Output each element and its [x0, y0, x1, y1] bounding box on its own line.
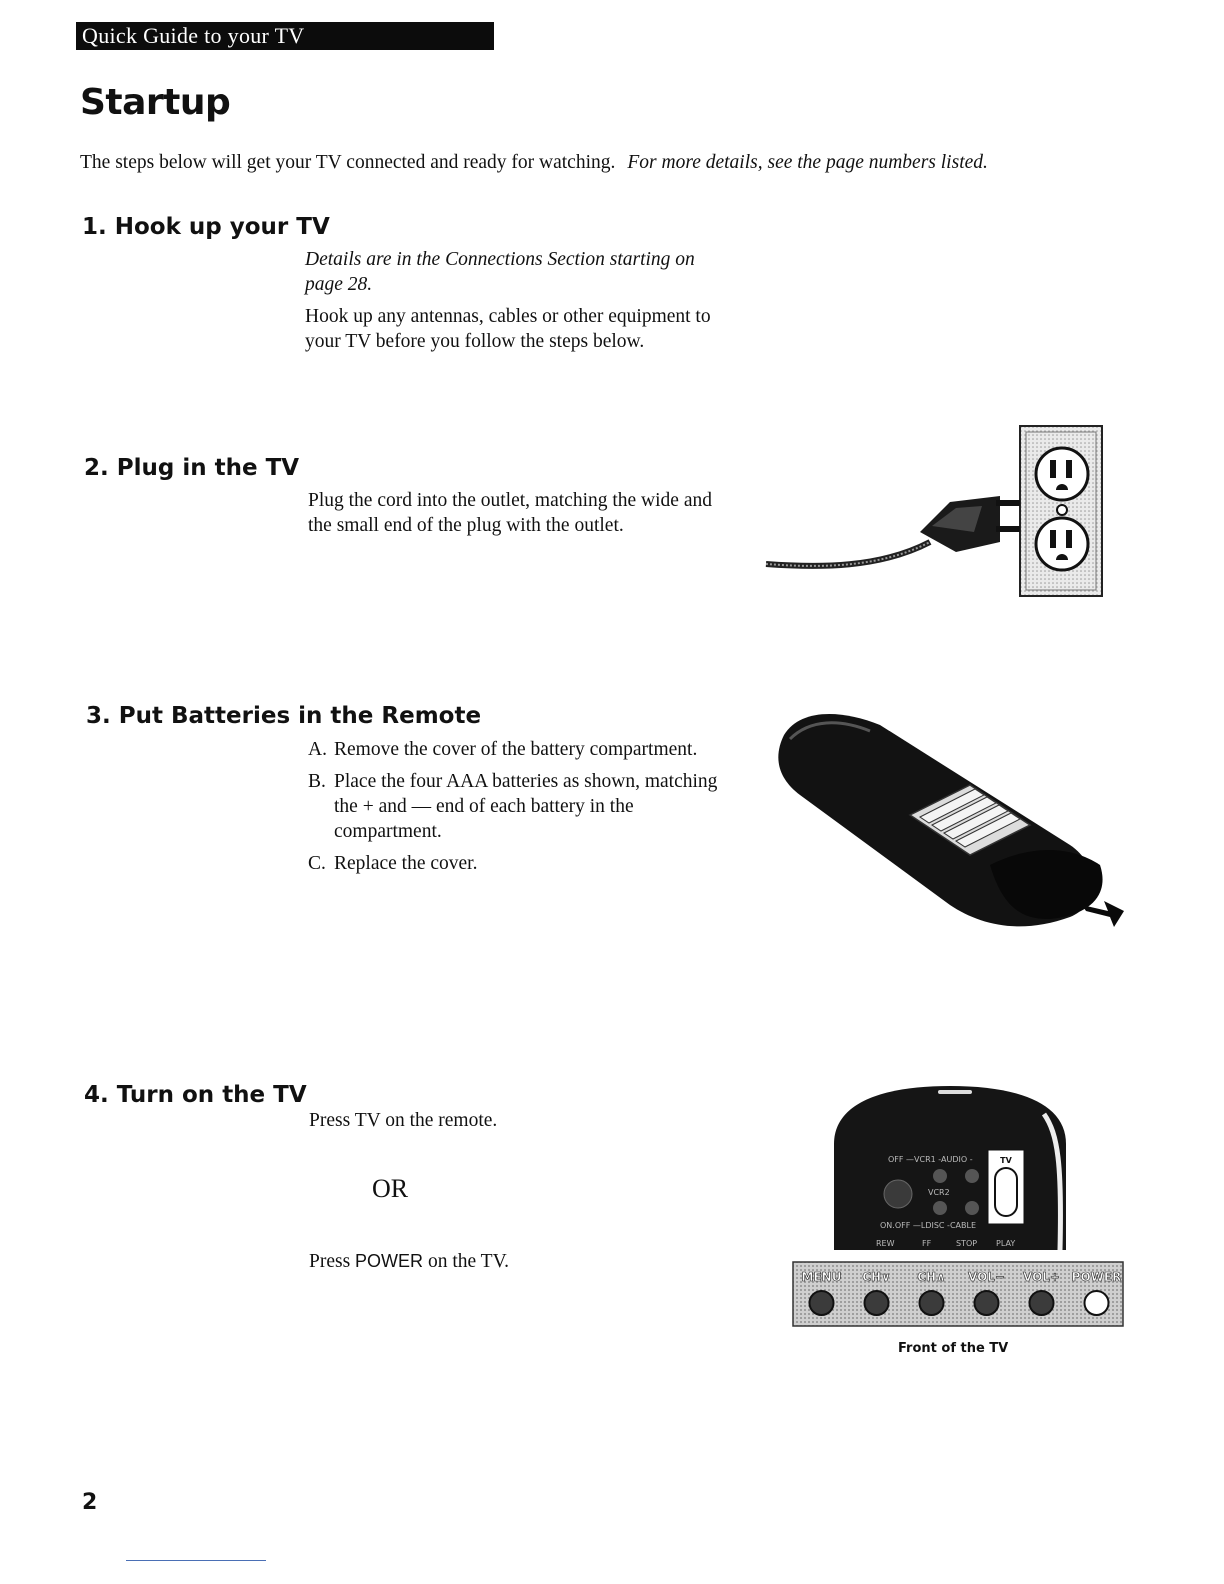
list-item	[308, 769, 718, 844]
intro-text: The steps below will get your TV connected and ready for watching.	[80, 152, 616, 173]
power-key-label: POWER	[355, 1251, 424, 1271]
intro-paragraph	[80, 152, 988, 174]
remote-label-play: PLAY	[996, 1239, 1016, 1248]
tv-panel-button	[975, 1291, 999, 1315]
step-1-text: Hook up any antennas, cables or other equipment to your TV before you follow the steps below.	[305, 306, 711, 352]
list-text: Place the four AAA batteries as shown, matching the + and — end of each battery in the compartment.	[334, 771, 718, 842]
step-2-body	[308, 488, 718, 545]
remote-button	[965, 1201, 979, 1215]
page-number: 2	[82, 1490, 98, 1515]
or-text: OR	[372, 1174, 409, 1203]
step-2-title: 2. Plug in the TV	[84, 455, 300, 481]
bottom-rule	[126, 1560, 266, 1561]
remote-button	[933, 1201, 947, 1215]
step-3-title: 3. Put Batteries in the Remote	[86, 703, 482, 729]
tv-panel-label-5: POWER	[1071, 1270, 1122, 1284]
line2-prefix: Press	[309, 1251, 356, 1272]
list-letter: B.	[308, 771, 326, 792]
tv-front-panel-illustration	[792, 1261, 1126, 1327]
line2-suffix: on the TV.	[423, 1251, 510, 1272]
list-item	[308, 851, 718, 876]
list-item	[308, 737, 718, 762]
step-3-body	[308, 737, 718, 883]
remote-button	[965, 1169, 979, 1183]
intro-note: For more details, see the page numbers listed.	[627, 152, 988, 173]
section-banner: Quick Guide to your TV	[76, 22, 494, 50]
remote-label-row3: ON.OFF —LDISC -CABLE	[880, 1221, 976, 1230]
remote-battery-illustration	[770, 705, 1130, 935]
list-text: Remove the cover of the battery compartment.	[334, 739, 698, 760]
list-letter: A.	[308, 739, 327, 760]
step-1-title: 1. Hook up your TV	[82, 214, 330, 240]
step-4-line1: Press TV on the remote.	[309, 1110, 498, 1131]
remote-top-illustration	[830, 1084, 1070, 1254]
remote-label-row1: OFF —VCR1 -AUDIO -	[888, 1155, 973, 1164]
plug-outlet-illustration	[760, 422, 1120, 612]
page-title: Startup	[80, 82, 231, 123]
tv-button-label: TV	[1000, 1156, 1012, 1165]
step-2-text: Plug the cord into the outlet, matching the wide and the small end of the plug with the outlet.	[308, 490, 712, 536]
tv-panel-label-2: CH∧	[917, 1270, 946, 1284]
remote-label-stop: STOP	[956, 1239, 978, 1248]
tv-panel-button	[920, 1291, 944, 1315]
tv-panel-button	[865, 1291, 889, 1315]
step-4-line2	[309, 1249, 709, 1274]
tv-panel-label-3: VOL−	[968, 1270, 1005, 1284]
remote-label-ff: FF	[922, 1239, 932, 1248]
tv-panel-label-4: VOL+	[1023, 1270, 1060, 1284]
step-1-detail: Details are in the Connections Section starting on page 28.	[305, 249, 695, 295]
tv-power-button	[1085, 1291, 1109, 1315]
step-4-title: 4. Turn on the TV	[84, 1082, 307, 1108]
list-text: Replace the cover.	[334, 853, 478, 874]
tv-panel-label-0: MENU	[801, 1270, 842, 1284]
list-letter: C.	[308, 853, 326, 874]
remote-label-row2: VCR2	[928, 1188, 950, 1197]
remote-button	[884, 1180, 912, 1208]
remote-button	[933, 1169, 947, 1183]
figure-caption: Front of the TV	[898, 1341, 1009, 1356]
remote-label-rew: REW	[876, 1239, 895, 1248]
tv-button	[995, 1168, 1017, 1216]
tv-panel-label-1: CH∨	[862, 1270, 891, 1284]
tv-panel-button	[810, 1291, 834, 1315]
tv-panel-button	[1030, 1291, 1054, 1315]
step-1-body	[305, 247, 725, 361]
